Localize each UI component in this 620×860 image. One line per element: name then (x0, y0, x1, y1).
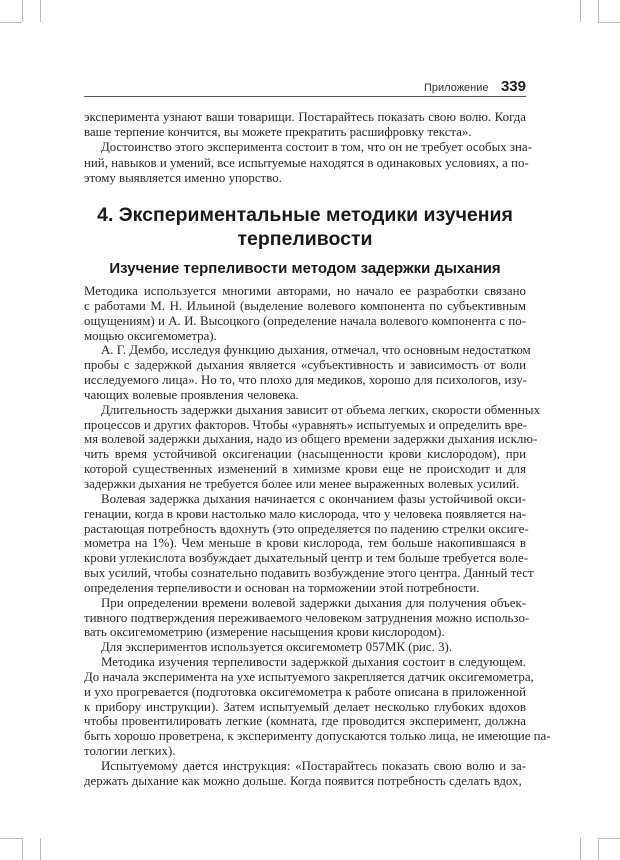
text-line: которой существенных изменений в химизме крови еще не происходит и для (84, 462, 526, 477)
text-line: крови углекислота возбуждает дыхательный центр и тем больше требуется воле- (84, 551, 529, 566)
chapter-heading (84, 203, 526, 251)
paragraph (84, 402, 541, 492)
chapter-heading-line: терпеливости (237, 228, 373, 250)
text-line: мя волевой задержки дыхания, надо из общего времени задержки дыхания исклю- (84, 432, 538, 447)
text-line: пробы с задержкой дыхания является «субъективность и зависимость от воли (84, 358, 526, 373)
crop-mark (580, 838, 581, 860)
text-line: чить время устойчивой оксигенации (насыщенности крови кислородом), при (84, 447, 526, 462)
chapter-heading-line: 4. Экспериментальные методики изучения (97, 204, 513, 226)
text-line: этому выявляется именно упорство. (84, 170, 282, 185)
text-line: чтобы провентилировать легкие (комната, где проводится эксперимент, должна (84, 714, 526, 729)
paragraph (84, 640, 526, 655)
text-line: Длительность задержки дыхания зависит от объема легких, скорости обменных (101, 402, 541, 417)
text-line: исследуемого лица». Но то, что плохо для медиков, хорошо для психологов, изу- (84, 373, 527, 388)
text-line: мометра на 1%). Чем меньше в крови кислорода, тем больше накопившаяся в (84, 536, 526, 551)
text-line: вых усилий, чтобы сознательно подавить возбуждение этого центра. Данный тест (84, 566, 534, 581)
text-line: держать дыхание как можно дольше. Когда появится потребность сделать вдох, (84, 773, 522, 788)
text-line: Испытуемому дается инструкция: «Постарайтесь показать свою волю и за- (101, 759, 526, 773)
text-line: Методика используется многими авторами, но начало ее разработки связано (84, 284, 526, 298)
paragraph (84, 491, 534, 596)
text-line: определения терпеливости и основан на торможении этой потребности. (84, 580, 480, 595)
text-line: ний, навыков и умений, все испытуемые находятся в одинаковых условиях, а по- (84, 155, 529, 170)
running-header-section: Приложение (423, 82, 489, 94)
crop-mark (0, 838, 22, 839)
section-heading: Изучение терпеливости методом задержки дыхания (109, 260, 501, 277)
body-text (84, 284, 551, 789)
crop-mark (40, 838, 41, 860)
crop-mark (0, 22, 22, 23)
paragraph (84, 140, 532, 186)
text-line: процессов и других факторов. Чтобы «уравнять» испытуемых и определить вре- (84, 417, 528, 432)
text-line: генации, когда в крови настолько мало кислорода, что у человека появляется на- (84, 506, 526, 521)
text-line: Достоинство этого эксперимента состоит в том, что он не требует особых зна- (101, 140, 532, 155)
text-line: быть хорошо проветрена, к эксперименту допускаются только лица, не имеющие па- (84, 729, 551, 744)
text-line: тологии легких). (84, 744, 176, 759)
text-line: тивного подтверждения переживаемого человеком затруднения можно использо- (84, 610, 530, 625)
paragraph (84, 655, 551, 759)
text-line: А. Г. Дембо, исследуя функцию дыхания, отмечал, что основным недостатком (101, 343, 531, 358)
text-line: к прибору инструкции). Затем испытуемый делает несколько глубоких вдохов (84, 699, 526, 714)
text-line: До начала эксперимента на ухе испытуемого закрепляется датчик оксигемометра, (84, 669, 534, 684)
intro-text (84, 110, 532, 186)
crop-mark (598, 22, 620, 23)
crop-mark (22, 0, 23, 22)
text-line: ощущениям) и А. И. Высоцкого (определение начала волевого компонента с по- (84, 313, 526, 328)
paragraph (84, 343, 531, 402)
text-line: чающих волевые проявления человека. (84, 387, 299, 402)
crop-mark (580, 0, 581, 22)
crop-mark (598, 0, 599, 22)
text-line: растающая потребность вдохнуть (это определяется по падению стрелки оксиге- (84, 521, 529, 536)
crop-mark (598, 838, 620, 839)
page-number: 339 (500, 78, 526, 95)
paragraph (84, 759, 526, 789)
text-line: с работами М. Н. Ильиной (выделение волевого компонента по субъективным (84, 298, 526, 313)
text-line: эксперимента узнают ваши товарищи. Постарайтесь показать свою волю. Когда (84, 110, 526, 124)
paragraph (84, 595, 530, 641)
text-line: Волевая задержка дыхания начинается с окончанием фазы устойчивой окси- (101, 491, 526, 506)
running-header (84, 78, 526, 97)
crop-mark (598, 838, 599, 860)
text-line: и ухо прогревается (подготовка оксигемометра к работе описана в приложенной (84, 684, 526, 699)
text-line: вать оксигемометрию (измерение насыщения крови кислородом). (84, 625, 445, 640)
text-line: ваше терпение кончится, вы можете прекратить расшифровку текста». (84, 125, 472, 140)
text-line: Для экспериментов используется оксигемометр 057МК (рис. 3). (101, 640, 453, 655)
paragraph (84, 284, 526, 343)
text-line: Методика изучения терпеливости задержкой дыхания состоит в следующем. (101, 655, 526, 670)
paragraph (84, 110, 526, 140)
text-line: При определении времени волевой задержки дыхания для получения объек- (101, 595, 526, 610)
text-line: мощью оксигемометра). (84, 328, 217, 343)
crop-mark (40, 0, 41, 22)
crop-mark (22, 838, 23, 860)
text-line: задержки дыхания не требуется более или менее выраженных волевых усилий. (84, 476, 520, 491)
